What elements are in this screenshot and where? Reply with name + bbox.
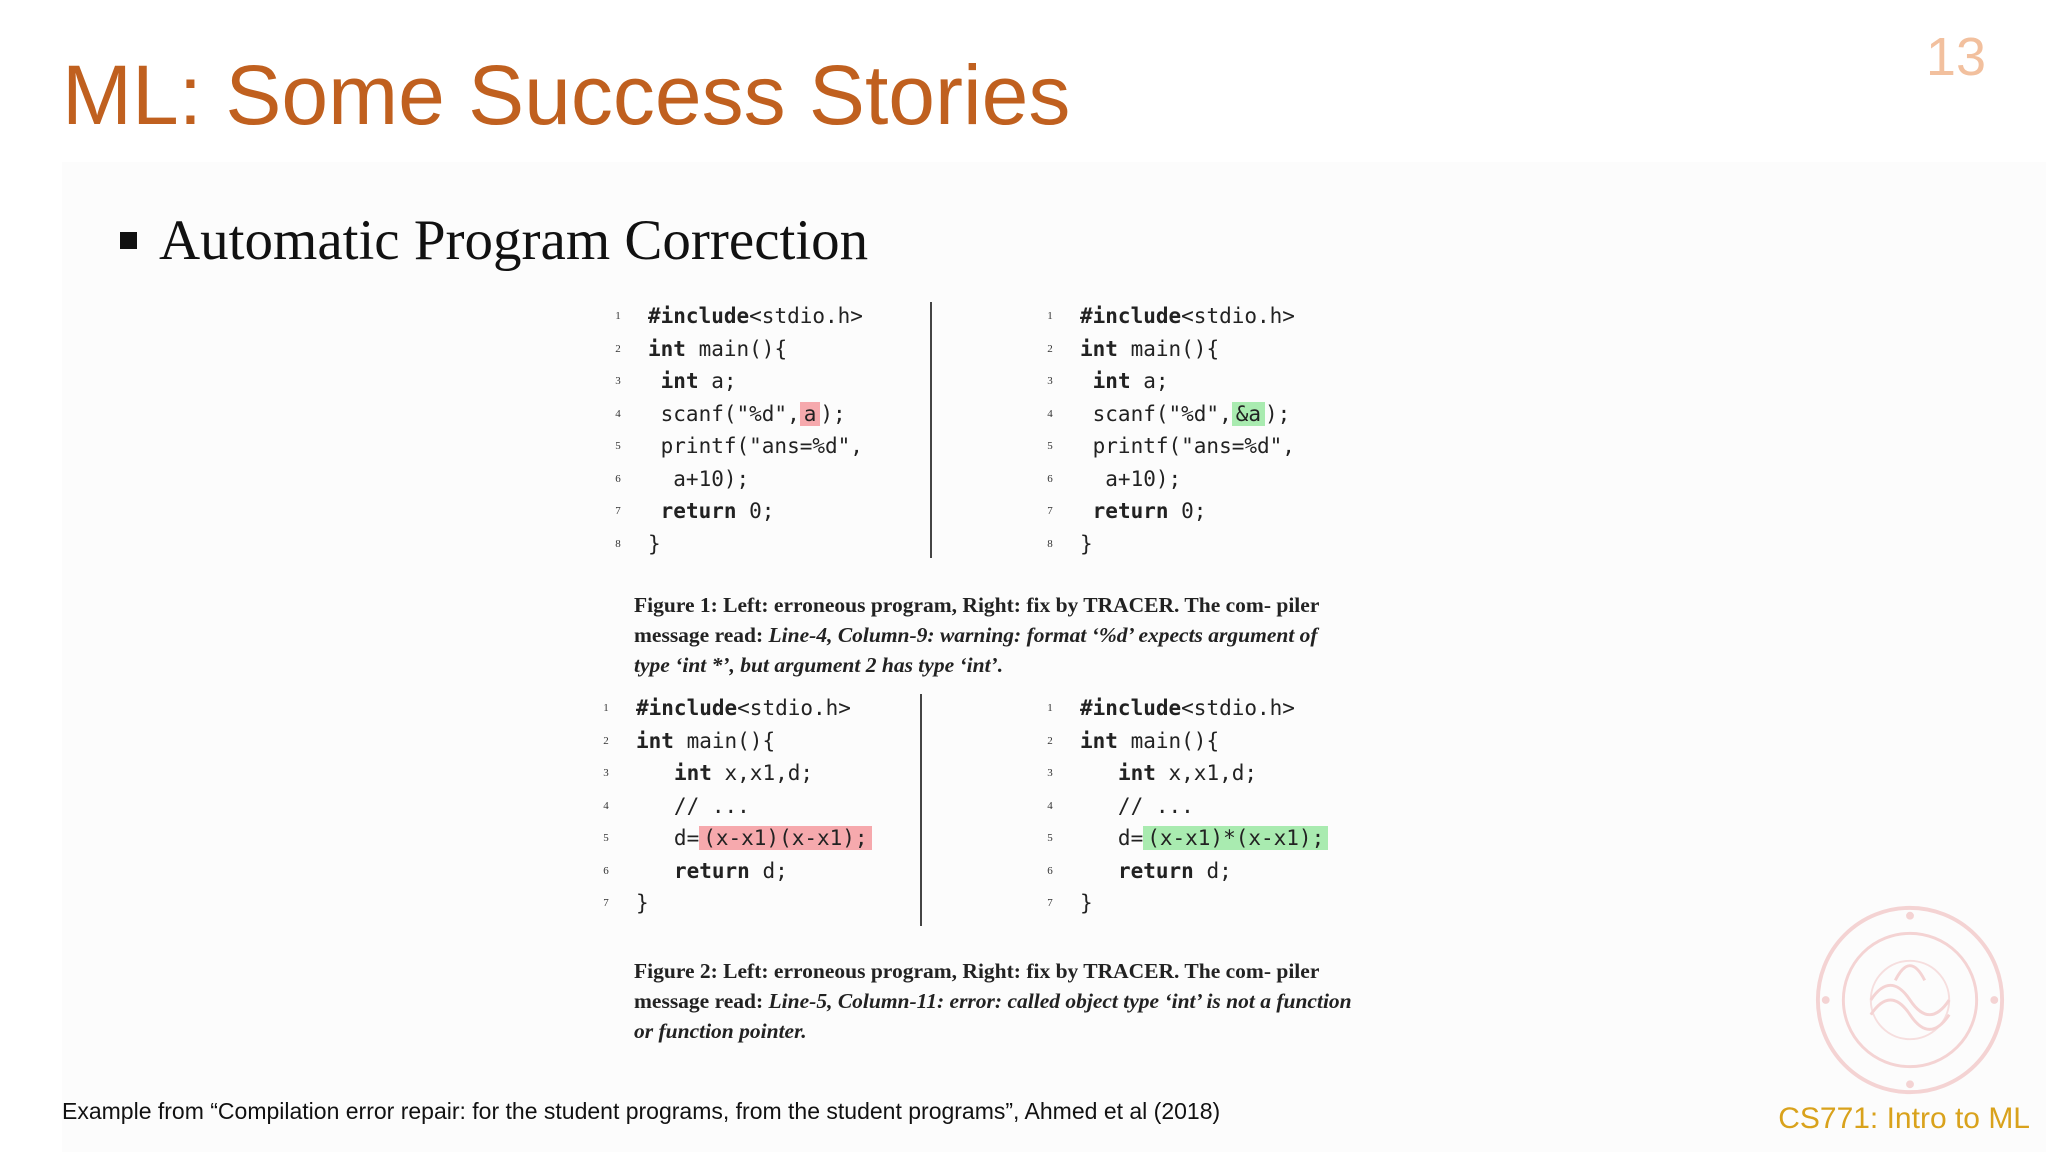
code-token: d= bbox=[1080, 826, 1144, 850]
line-number: 5 bbox=[615, 440, 621, 452]
line-number: 6 bbox=[603, 864, 609, 877]
figure-2-caption-label: Figure 2: bbox=[634, 959, 718, 983]
figure-2-caption-message: Line-5, Column-11: error: called object type ‘int’ is not a function or function pointer. bbox=[634, 989, 1352, 1043]
error-highlight: (x-x1)(x-x1); bbox=[699, 826, 871, 850]
code-token: d; bbox=[749, 858, 788, 883]
line-number: 2 bbox=[1047, 342, 1053, 355]
institute-seal-icon bbox=[1812, 902, 2008, 1098]
figure-1-caption-label: Figure 1: bbox=[634, 593, 718, 617]
code-text bbox=[1080, 855, 1232, 887]
bullet-square-icon bbox=[120, 232, 137, 249]
line-number: 7 bbox=[1047, 897, 1053, 909]
line-number: 6 bbox=[1047, 472, 1053, 485]
code-token: main(){ bbox=[1117, 336, 1220, 361]
code-token: int bbox=[648, 336, 686, 361]
code-text bbox=[636, 757, 813, 789]
code-token: x,x1,d; bbox=[1155, 761, 1258, 785]
code-text bbox=[1080, 528, 1093, 560]
code-token: #include bbox=[648, 304, 750, 328]
code-token: main(){ bbox=[673, 728, 776, 753]
line-number: 1 bbox=[615, 310, 621, 322]
line-number: 4 bbox=[1047, 799, 1053, 812]
line-number: 8 bbox=[1047, 537, 1053, 550]
code-token: return bbox=[673, 858, 750, 883]
bullet-item bbox=[120, 208, 868, 273]
code-token: // ... bbox=[1080, 793, 1194, 818]
line-number: 4 bbox=[615, 407, 621, 420]
code-token: #include bbox=[636, 696, 738, 720]
code-text bbox=[1080, 887, 1093, 919]
code-text bbox=[636, 822, 872, 854]
figure-2-divider bbox=[920, 694, 922, 926]
error-highlight: a bbox=[800, 402, 821, 426]
code-token: } bbox=[1080, 531, 1093, 556]
code-text bbox=[636, 855, 788, 887]
code-token bbox=[648, 499, 661, 523]
code-token: // ... bbox=[636, 793, 750, 818]
line-number: 3 bbox=[1047, 375, 1053, 387]
code-text bbox=[648, 333, 787, 365]
line-number: 2 bbox=[603, 734, 609, 747]
code-token: a; bbox=[1130, 369, 1169, 393]
code-token: a+10); bbox=[1080, 466, 1182, 491]
code-token bbox=[1080, 761, 1118, 785]
line-number: 2 bbox=[615, 342, 621, 355]
code-text bbox=[1080, 398, 1290, 430]
line-number: 2 bbox=[1047, 734, 1053, 747]
code-text bbox=[648, 430, 863, 462]
code-token: printf("ans=%d", bbox=[648, 434, 863, 458]
code-token bbox=[636, 761, 674, 785]
code-token: } bbox=[1080, 891, 1093, 915]
code-text bbox=[648, 463, 749, 495]
code-token bbox=[1080, 859, 1118, 883]
code-text bbox=[1080, 495, 1206, 527]
course-label: CS771: Intro to ML bbox=[1778, 1102, 2030, 1135]
code-token: int bbox=[1080, 336, 1118, 361]
code-token: ); bbox=[820, 401, 846, 426]
code-token: <stdio.h> bbox=[749, 304, 863, 328]
code-token bbox=[648, 369, 661, 393]
line-number: 8 bbox=[615, 537, 621, 550]
code-text bbox=[1080, 790, 1194, 822]
code-text bbox=[648, 495, 774, 527]
code-token: return bbox=[1092, 499, 1169, 523]
figure-2-caption bbox=[634, 956, 1354, 1046]
code-token: } bbox=[636, 891, 649, 915]
code-text bbox=[1080, 757, 1257, 789]
line-number: 5 bbox=[603, 832, 609, 844]
code-text bbox=[648, 528, 661, 560]
code-text bbox=[636, 790, 750, 822]
line-number: 7 bbox=[1047, 505, 1053, 517]
line-number: 3 bbox=[1047, 767, 1053, 779]
line-number: 1 bbox=[603, 702, 609, 714]
line-number: 4 bbox=[603, 799, 609, 812]
line-number: 5 bbox=[1047, 832, 1053, 844]
line-number: 6 bbox=[615, 472, 621, 485]
code-text bbox=[1080, 365, 1169, 397]
code-token: scanf("%d", bbox=[1080, 401, 1232, 426]
code-token: int bbox=[636, 728, 674, 753]
line-number: 7 bbox=[603, 897, 609, 909]
code-token bbox=[636, 859, 674, 883]
fix-highlight: &a bbox=[1232, 402, 1265, 426]
code-text bbox=[636, 887, 649, 919]
line-number: 1 bbox=[1047, 310, 1053, 322]
code-token: #include bbox=[1080, 304, 1182, 328]
code-token: <stdio.h> bbox=[737, 696, 851, 720]
code-text bbox=[1080, 463, 1181, 495]
figure-2 bbox=[590, 692, 1380, 1052]
code-text bbox=[1080, 822, 1328, 854]
line-number: 4 bbox=[1047, 407, 1053, 420]
code-token: 0; bbox=[1168, 499, 1207, 523]
code-token: a; bbox=[698, 369, 737, 393]
code-token: int bbox=[1092, 369, 1131, 393]
figure-1-caption bbox=[634, 590, 1354, 680]
figure-1-caption-text: Left: erroneous program, Right: fix by TRACER. The com- piler message read: bbox=[634, 593, 1319, 647]
code-text bbox=[648, 398, 846, 430]
code-token: #include bbox=[1080, 696, 1182, 720]
code-token: 0; bbox=[736, 499, 775, 523]
code-text bbox=[1080, 692, 1295, 724]
bullet-text: Automatic Program Correction bbox=[159, 209, 869, 272]
code-text bbox=[1080, 300, 1295, 332]
code-token: return bbox=[660, 499, 737, 523]
line-number: 5 bbox=[1047, 440, 1053, 452]
code-text bbox=[636, 725, 775, 757]
code-token: <stdio.h> bbox=[1181, 696, 1295, 720]
code-token: d= bbox=[636, 826, 700, 850]
code-text bbox=[1080, 333, 1219, 365]
code-text bbox=[648, 300, 863, 332]
code-token: printf("ans=%d", bbox=[1080, 434, 1295, 458]
line-number: 3 bbox=[603, 767, 609, 779]
code-token: <stdio.h> bbox=[1181, 304, 1295, 328]
code-token: } bbox=[648, 531, 661, 556]
slide-title: ML: Some Success Stories bbox=[62, 48, 1071, 142]
code-text bbox=[648, 365, 737, 397]
reference-citation: Example from “Compilation error repair: for the student programs, from the student programs”, Ahmed et al (2018) bbox=[62, 1098, 1221, 1124]
code-token: int bbox=[1080, 728, 1118, 753]
figure-1-caption-message: Line-4, Column-9: warning: format ‘%d’ expects argument of type ‘int *’, but argument 2 has type ‘int’. bbox=[634, 623, 1318, 677]
code-token: int bbox=[1117, 761, 1156, 785]
figure-2-caption-text: Left: erroneous program, Right: fix by TRACER. The com- piler message read: bbox=[634, 959, 1319, 1013]
code-token: int bbox=[673, 761, 712, 785]
code-token: scanf("%d", bbox=[648, 401, 800, 426]
code-token: x,x1,d; bbox=[711, 761, 814, 785]
code-token: ); bbox=[1265, 401, 1291, 426]
code-token: a+10); bbox=[648, 466, 750, 491]
code-token: d; bbox=[1193, 858, 1232, 883]
code-token: int bbox=[660, 369, 699, 393]
line-number: 1 bbox=[1047, 702, 1053, 714]
figure-1-divider bbox=[930, 302, 932, 558]
code-token bbox=[1080, 369, 1093, 393]
code-text bbox=[1080, 725, 1219, 757]
line-number: 6 bbox=[1047, 864, 1053, 877]
code-text bbox=[1080, 430, 1295, 462]
line-number: 7 bbox=[615, 505, 621, 517]
code-token bbox=[1080, 499, 1093, 523]
slide-number: 13 bbox=[1925, 27, 1986, 87]
code-token: main(){ bbox=[685, 336, 788, 361]
figure-1 bbox=[590, 300, 1380, 680]
line-number: 3 bbox=[615, 375, 621, 387]
code-token: return bbox=[1117, 858, 1194, 883]
fix-highlight: (x-x1)*(x-x1); bbox=[1143, 826, 1328, 850]
code-text bbox=[636, 692, 851, 724]
code-token: main(){ bbox=[1117, 728, 1220, 753]
